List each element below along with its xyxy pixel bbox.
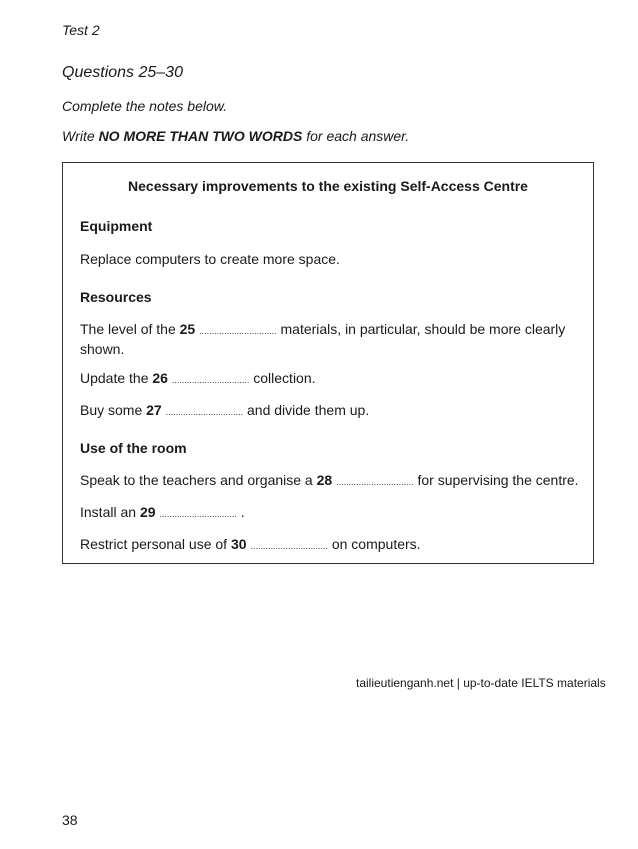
q25-pre: The level of the	[80, 321, 180, 337]
q26-post: collection.	[249, 370, 316, 386]
instruction-prefix: Write	[62, 128, 99, 144]
q27-blank[interactable]: ...............................	[165, 407, 244, 417]
q28-blank[interactable]: ...............................	[336, 477, 414, 487]
notes-title: Necessary improvements to the existing Self-Access Centre	[128, 178, 528, 194]
q29-number: 29	[139, 504, 156, 520]
q26-blank[interactable]: ...............................	[171, 375, 250, 385]
q26-pre: Update the	[80, 370, 153, 386]
questions-title: Questions 25–30	[62, 64, 183, 81]
q28-number: 28	[316, 472, 333, 488]
source-footer: tailieutienganh.net | up-to-date IELTS materials	[356, 676, 606, 690]
q28-post: for supervising the centre.	[413, 472, 579, 488]
instruction-complete-notes: Complete the notes below.	[62, 98, 227, 114]
notes-box	[62, 162, 594, 564]
instruction-suffix: for each answer.	[302, 128, 410, 144]
question-30-line	[80, 535, 580, 555]
q29-blank[interactable]: ...............................	[159, 509, 237, 519]
q27-number: 27	[146, 402, 162, 418]
instruction-word-limit	[62, 128, 409, 144]
test-label: Test 2	[62, 22, 100, 38]
q29-pre: Install an	[80, 504, 140, 520]
q26-number: 26	[152, 370, 168, 386]
q30-post: on computers.	[327, 536, 421, 552]
q27-post: and divide them up.	[243, 402, 370, 418]
q27-pre: Buy some	[80, 402, 147, 418]
question-28-line	[80, 471, 580, 491]
q25-number: 25	[179, 321, 196, 337]
q28-pre: Speak to the teachers and organise a	[80, 472, 317, 488]
resources-heading: Resources	[80, 289, 152, 305]
use-of-room-heading: Use of the room	[80, 440, 187, 456]
question-29-line	[80, 503, 580, 523]
question-25-line	[80, 320, 580, 358]
equipment-heading: Equipment	[80, 218, 153, 234]
q25-blank[interactable]: ...............................	[199, 326, 277, 336]
q30-blank[interactable]: ...............................	[250, 541, 328, 551]
question-26-line	[80, 369, 580, 389]
q30-number: 30	[230, 536, 247, 552]
q30-pre: Restrict personal use of	[80, 536, 231, 552]
instruction-word-limit-bold: NO MORE THAN TWO WORDS	[98, 128, 303, 144]
equipment-line: Replace computers to create more space.	[80, 251, 340, 267]
q25-post: materials, in particular, should be more clearly shown.	[80, 321, 566, 357]
page-number: 38	[62, 812, 78, 828]
question-27-line	[80, 401, 580, 421]
q29-post: .	[236, 504, 245, 520]
